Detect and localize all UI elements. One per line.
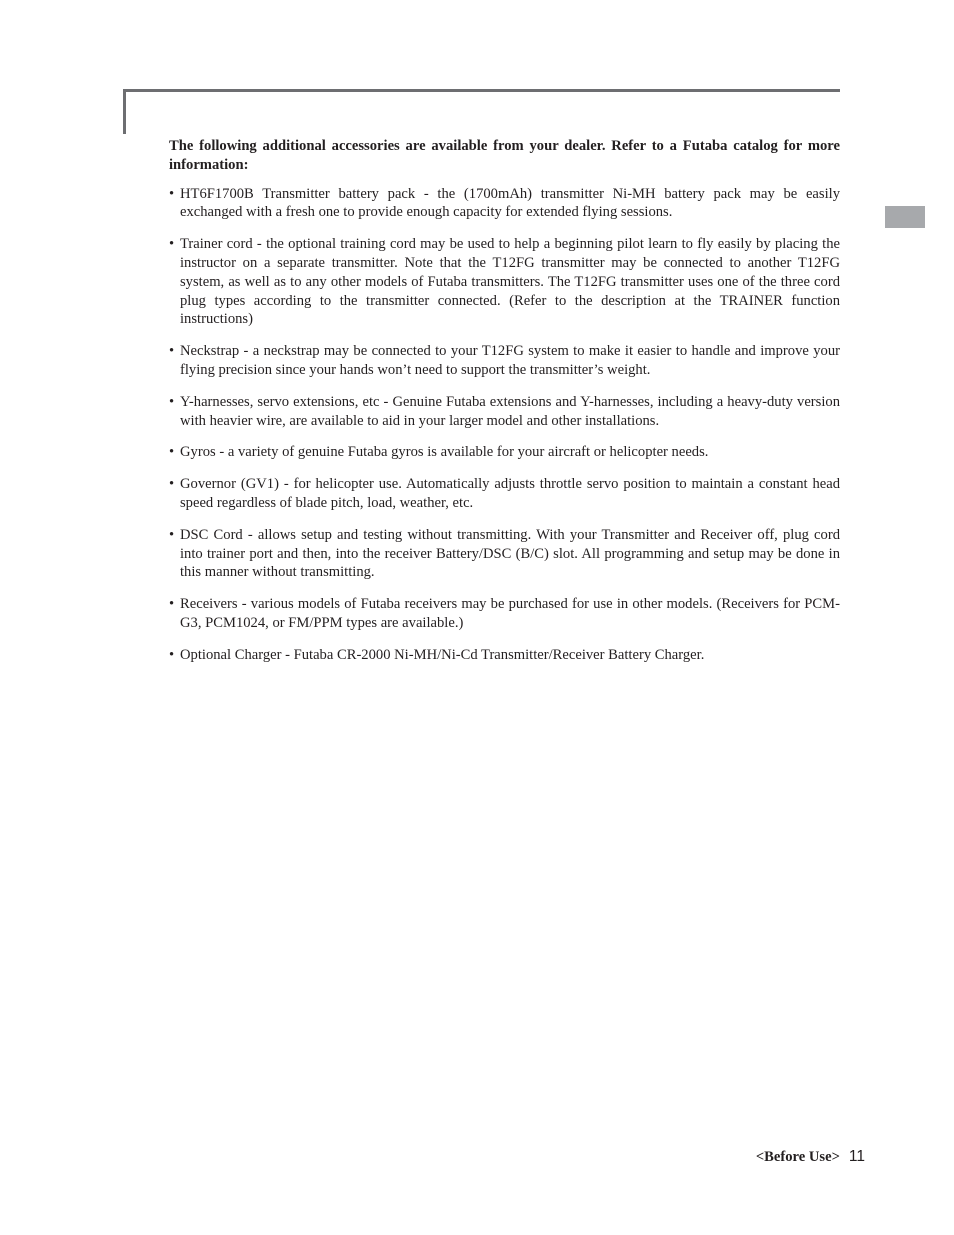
bullet: •: [169, 476, 175, 493]
list-item-text: DSC Cord - allows setup and testing without transmitting. With your Transmitter and Receiver off, plug cord into trainer port and then, into the receiver Battery/DSC (B/C) slot. All programming and setup may be done in this manner without transmitting.: [180, 526, 840, 581]
bullet: •: [169, 236, 175, 253]
list-item: [169, 595, 840, 633]
bullet: •: [169, 596, 175, 613]
footer-section-label: <Before Use>: [755, 1149, 840, 1165]
heading-rule: [123, 89, 840, 92]
bullet: •: [169, 343, 175, 360]
bullet: •: [169, 444, 175, 461]
list-item-text: Gyros - a variety of genuine Futaba gyros is available for your aircraft or helicopter needs.: [180, 444, 709, 461]
list-item-text: Receivers - various models of Futaba receivers may be purchased for use in other models. (Receivers for PCM-G3, PCM1024, or FM/PPM types are available.): [180, 596, 840, 631]
list-item: [169, 235, 840, 329]
list-item: [169, 342, 840, 380]
bullet: •: [169, 646, 175, 663]
list-item-text: Neckstrap - a neckstrap may be connected to your T12FG system to make it easier to handle and improve your flying precision since your hands won’t need to support the transmitter’s weight.: [180, 343, 840, 378]
intro-paragraph: The following additional accessories are available from your dealer. Refer to a Futaba catalog for more information:: [169, 138, 840, 173]
accessory-list: [169, 185, 840, 665]
page-number: 11: [848, 1148, 865, 1165]
list-item-text: HT6F1700B Transmitter battery pack - the (1700mAh) transmitter Ni-MH battery pack may be easily exchanged with a fresh one to provide enough capacity for extended flying sessions.: [180, 185, 840, 221]
bullet: •: [169, 526, 175, 543]
bullet: •: [169, 393, 175, 410]
heading-bar: [123, 89, 126, 134]
list-item: [169, 393, 840, 431]
list-item-text: Trainer cord - the optional training cord may be used to help a beginning pilot learn to fly easily by placing the instructor on a separate transmitter. Note that the T12FG transmitter may be connected to another T12FG system, as well as to any other models of Futaba transmitters. The T12FG transmitter uses one of the three cord plug types according to the transmitter connected. (Refer to the description at the TRAINER function instructions): [180, 236, 840, 328]
list-item-text: Optional Charger - Futaba CR-2000 Ni-MH/Ni-Cd Transmitter/Receiver Battery Charger.: [180, 646, 705, 663]
list-item: [169, 526, 840, 582]
list-item-text: Governor (GV1) - for helicopter use. Automatically adjusts throttle servo position to maintain a constant head speed regardless of blade pitch, load, weather, etc.: [180, 476, 840, 511]
section-tab-marker: [885, 206, 925, 228]
bullet: •: [169, 185, 175, 202]
accessories-section: [169, 137, 840, 678]
list-item-text: Y-harnesses, servo extensions, etc - Genuine Futaba extensions and Y-harnesses, including a heavy-duty version with heavier wire, are available to aid in your larger model and other installations.: [180, 393, 840, 429]
list-item: [169, 646, 840, 665]
list-item: [169, 475, 840, 513]
list-item: [169, 443, 840, 462]
page-footer: [756, 1148, 865, 1166]
list-item: [169, 185, 840, 223]
